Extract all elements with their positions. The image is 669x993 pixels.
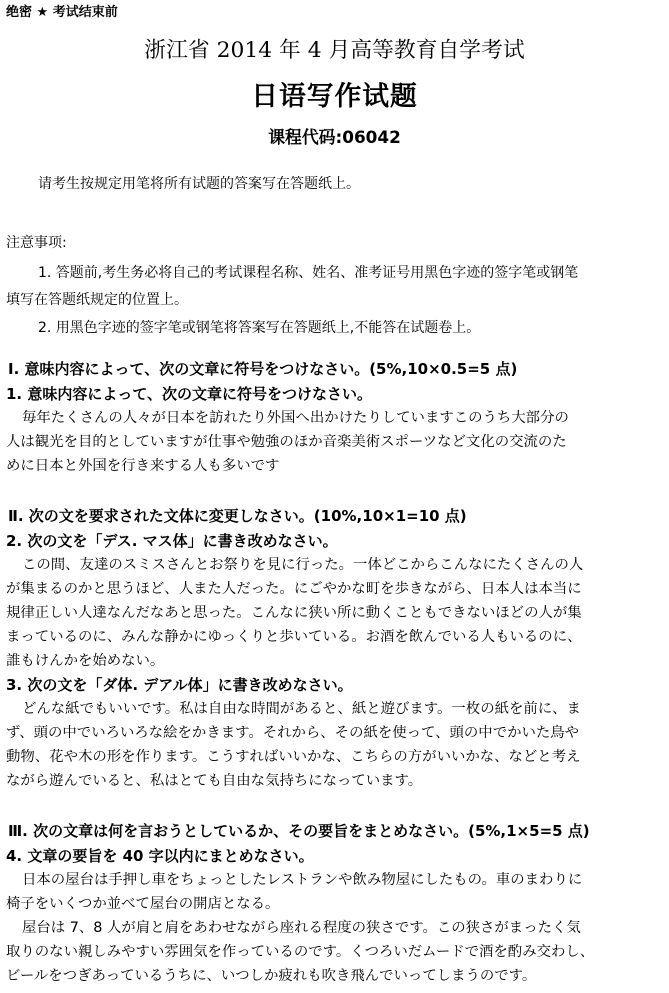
- question-3-line: ながら遊んでいると、私はとても自由な気持ちになっています。: [6, 773, 423, 789]
- notes-title: 注意事项:: [6, 235, 67, 251]
- section-2-heading: Ⅱ. 次の文を要求された文体に変更しなさい。(10%,10×1=10 点): [8, 507, 467, 525]
- section-3-heading: Ⅲ. 次の文章は何を言おうとしているか、その要旨をまとめなさい。(5%,1×5=5 点): [8, 822, 590, 840]
- note-item-1-line-2: 填写在答题纸规定的位置上。: [6, 292, 188, 308]
- question-1-line: 毎年たくさんの人々が日本を訪れたり外国へ出かけたりしていますこのうち大部分の: [22, 410, 569, 426]
- question-2-line: 誰もけんかを始めない。: [6, 653, 165, 669]
- note-item-1-line-1: 1. 答题前,考生务必将自己的考试课程名称、姓名、准考证号用黑色字迹的签字笔或钢笔: [38, 265, 579, 281]
- question-2-line: この間、友達のスミスさんとお祭りを見に行った。一体どこからこんなにたくさんの人: [22, 557, 584, 573]
- question-3-line: ず、頭の中でいろいろな絵をかきます。それから、その紙を使って、頭の中でかいた鳥や: [6, 725, 580, 741]
- question-4-line: 椅子をいくつか並べて屋台の開店となる。: [6, 896, 280, 912]
- confidential-label: 绝密 ★ 考试结束前: [6, 5, 118, 20]
- question-3-title: 3. 次の文を「ダ体. デアル体」に書き改めなさい。: [6, 676, 353, 694]
- exam-title: 浙江省 2014 年 4 月高等教育自学考试: [144, 38, 525, 63]
- subject-title: 日语写作试题: [251, 81, 418, 112]
- question-4-line: ビールをつぎあっているうちに、いつしか疲れも吹き飛んでいってしまうのです。: [6, 968, 537, 984]
- question-4-line: 日本の屋台は手押し車をちょっとしたレストランや飲み物屋にしたもの。車のまわりに: [22, 872, 583, 888]
- question-1-title: 1. 意味内容によって、次の文章に符号をつけなさい。: [6, 385, 373, 403]
- question-4-line: 取りのない親しみやすい雰囲気を作っているのです。くつろいだムードで酒を酌み交わし、: [6, 944, 595, 960]
- question-2-title: 2. 次の文を「デス. マス体」に書き改めなさい。: [6, 532, 338, 550]
- question-1-line: 人は観光を目的としていますが仕事や勉強のほか音楽美術スポーツなど文化の交流のた: [6, 434, 567, 450]
- general-instruction: 请考生按规定用笔将所有试题的答案写在答题纸上。: [38, 176, 360, 192]
- question-3-line: 動物、花や木の形を作ります。こうすればいいかな、こちらの方がいいかな、などと考え: [6, 749, 581, 765]
- question-3-line: どんな紙でもいいです。私は自由な時間があると、紙と遊びます。一枚の紙を前に、ま: [22, 701, 581, 717]
- question-4-title: 4. 文章の要旨を 40 字以内にまとめなさい。: [6, 847, 314, 865]
- question-1-line: めに日本と外国を行き来する人も多いです: [6, 458, 280, 474]
- section-1-heading: Ⅰ. 意味内容によって、次の文章に符号をつけなさい。(5%,10×0.5=5 点): [8, 360, 518, 378]
- question-4-line: 屋台は 7、8 人が肩と肩をあわせながら座れる程度の狭さです。この狭さがまったく気: [22, 920, 581, 936]
- question-2-line: 規律正しい人達なんだなあと思った。こんなに狭い所に動くこともできないほどの人が集: [6, 605, 582, 621]
- question-2-line: が集まるのかと思うほど、人また人だった。にごやかな町を歩きながら、日本人は本当に: [6, 581, 582, 597]
- note-item-2: 2. 用黑色字迹的签字笔或钢笔将答案写在答题纸上,不能答在试题卷上。: [38, 320, 481, 336]
- course-code: 课程代码:06042: [268, 127, 401, 147]
- question-2-line: まっているのに、みんな静かにゆっくりと歩いている。お酒を飲んでいる人もいるのに、: [6, 629, 582, 645]
